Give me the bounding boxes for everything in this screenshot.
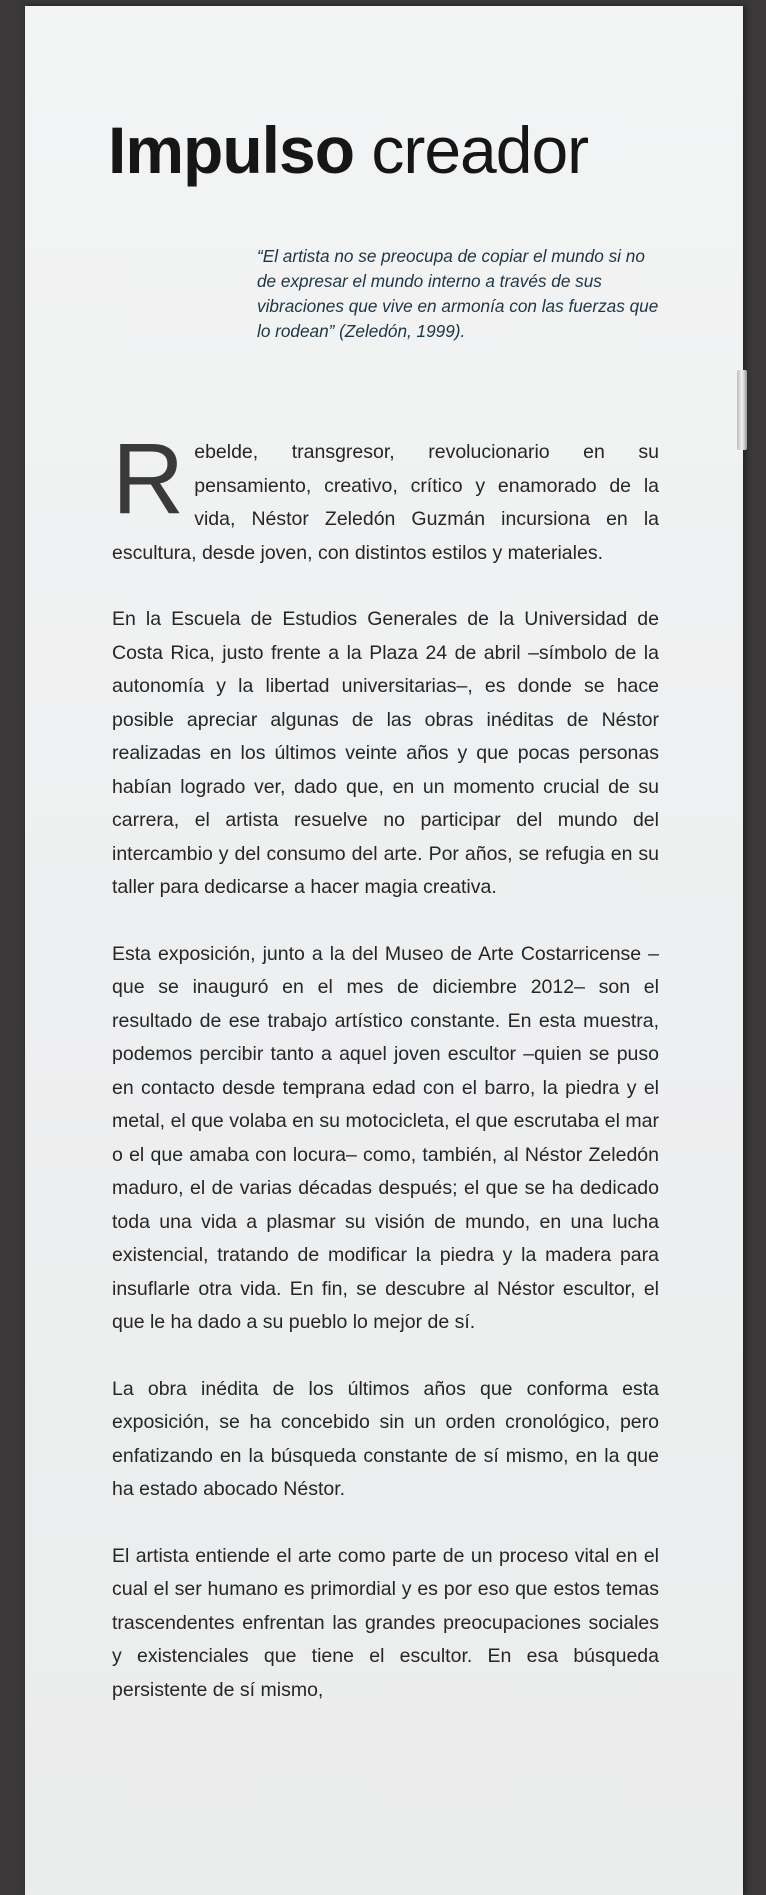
paragraph-2: En la Escuela de Estudios Generales de la Universidad de Costa Rica, justo frente a la Plaza 24 de abril –símbolo de la autonomía y la libertad universitarias–, es donde se hace posible apreciar algunas de las obras inéditas de Néstor realizadas en los últimos veinte años y que pocas personas habían logrado ver, dado que, en un momento crucial de su carrera, el artista resuelve no participar del mundo del intercambio y del consumo del arte. Por años, se refugia en su taller para dedicarse a hacer magia creativa. bbox=[112, 608, 659, 898]
body-text bbox=[112, 423, 659, 1740]
paragraph-1-text: ebelde, transgresor, revolucionario en su pensamiento, creativo, crítico y enamorado de la vida, Néstor Zeledón Guzmán incursiona en la escultura, desde joven, con distintos estilos y materiales. bbox=[112, 441, 659, 564]
paragraph-5: El artista entiende el arte como parte de un proceso vital en el cual el ser humano es primordial y es por eso que estos temas trascendentes enfrentan las grandes preocupaciones sociales y existenciales que tiene el escultor. En esa búsqueda persistente de sí mismo, bbox=[112, 1544, 659, 1701]
paragraph-1 bbox=[112, 423, 659, 570]
title-bold-word: Impulso bbox=[108, 113, 355, 187]
epigraph-quote: “El artista no se preocupa de copiar el mundo si no de expresar el mundo interno a través de sus vibraciones que vive en armonía con las fuerzas que lo rodean” (Zeledón, 1999). bbox=[257, 246, 659, 341]
paragraph-3: Esta exposición, junto a la del Museo de Arte Costarricense –que se inauguró en el mes de diciembre 2012– son el resultado de ese trabajo artístico constante. En esta muestra, podemos percibir tanto a aquel joven escultor –quien se puso en contacto desde temprana edad con el barro, la piedra y el metal, el que volaba en su motocicleta, el que escrutaba el mar o el que amaba con locura– como, también, al Néstor Zeledón maduro, el de varias décadas después; el que se ha dedicado toda una vida a plasmar su visión de mundo, en una lucha existencial, tratando de modificar la piedra y la madera para insuflarle otra vida. En fin, se descubre al Néstor escultor, el que le ha dado a su pueblo lo mejor de sí. bbox=[112, 942, 659, 1333]
drop-cap: R bbox=[112, 423, 185, 535]
paragraph-4: La obra inédita de los últimos años que conforma esta exposición, se ha concebido sin un orden cronológico, pero enfatizando en la búsqueda constante de sí mismo, en la que ha estado abocado Néstor. bbox=[112, 1377, 659, 1500]
page-title bbox=[108, 110, 588, 190]
title-regular-word: creador bbox=[371, 113, 589, 187]
panel-hinge bbox=[737, 370, 747, 450]
